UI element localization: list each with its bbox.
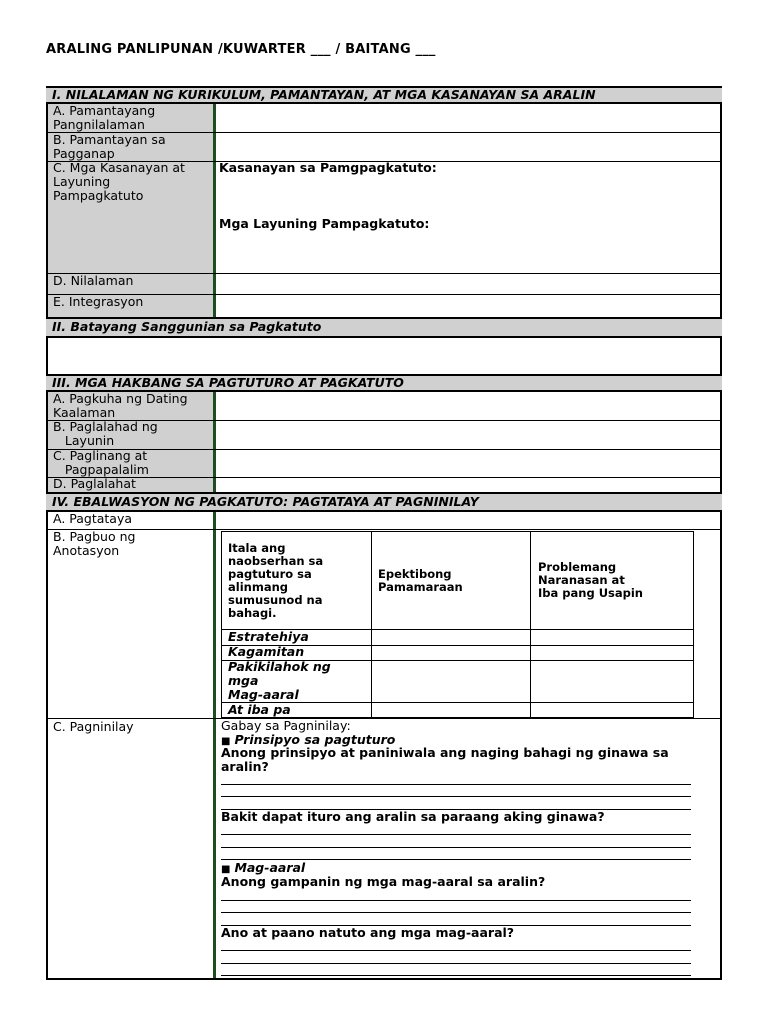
- square-bullet-icon: ■: [221, 736, 231, 747]
- row-pamantayang-pangnilalaman: A. Pamantayang Pangnilalaman: [53, 103, 156, 132]
- section-4-title: IV. EBALWASYON NG PAGKATUTO: PAGTATAYA AT PAGNINILAY: [46, 492, 722, 512]
- row-paglalahad-ng-layunin: B. Paglalahad ng Layunin: [53, 419, 158, 448]
- table-row-pakikilahok: Pakikilahok ng mga Mag-aaral: [228, 659, 331, 702]
- row-integrasyon: E. Integrasyon: [53, 294, 144, 309]
- row-pamantayan-sa-pagganap: B. Pamantayan sa Pagganap: [53, 132, 166, 161]
- bullet-prinsipyo-label: Prinsipyo sa pagtuturo: [234, 732, 396, 747]
- question-bakit: Bakit dapat ituro ang aralin sa paraang aking ginawa?: [221, 809, 605, 824]
- table-header-epektibong: Epektibong Pamamaraan: [378, 567, 463, 594]
- square-bullet-icon: ■: [221, 864, 231, 875]
- question-gampanin: Anong gampanin ng mga mag-aaral sa aralin?: [221, 874, 546, 889]
- integrasyon-field[interactable]: [216, 295, 720, 316]
- table-header-itala: Itala ang naobserhan sa pagtuturo sa alinmang sumusunod na bahagi.: [228, 541, 324, 620]
- kasanayan-field[interactable]: [216, 176, 720, 273]
- section-2-title: II. Batayang Sanggunian sa Pagkatuto: [46, 317, 722, 338]
- row-pagninilay: C. Pagninilay: [53, 719, 134, 734]
- row-paglalahat: D. Paglalahat: [53, 476, 136, 491]
- bullet-mag-aaral-label: Mag-aaral: [234, 860, 306, 875]
- table-row-at-iba-pa: At iba pa: [228, 702, 291, 717]
- batayang-sanggunian-field[interactable]: [48, 338, 720, 375]
- row-pagbuo-ng-anotasyon: B. Pagbuo ng Anotasyon: [53, 529, 136, 558]
- nilalaman-field[interactable]: [216, 274, 720, 294]
- document-header: ARALING PANLIPUNAN /KUWARTER ___ / BAITANG ___: [46, 42, 436, 57]
- row-nilalaman: D. Nilalaman: [53, 273, 134, 288]
- layunin-label: Mga Layuning Pampagkatuto:: [219, 216, 430, 231]
- section-4-divider: [213, 512, 216, 978]
- kasanayan-label: Kasanayan sa Pamgpagkatuto:: [219, 160, 437, 175]
- table-row-kagamitan: Kagamitan: [228, 644, 305, 659]
- question-paano-natuto: Ano at paano natuto ang mga mag-aaral?: [221, 925, 515, 940]
- section-3-title: III. MGA HAKBANG SA PAGTUTURO AT PAGKATUTO: [46, 374, 722, 392]
- section-1-title: I. NILALAMAN NG KURIKULUM, PAMANTAYAN, AT MGA KASANAYAN SA ARALIN: [46, 86, 722, 104]
- paglalahat-field[interactable]: [216, 478, 720, 492]
- table-header-problemang: Problemang Naranasan at Iba pang Usapin: [538, 560, 643, 600]
- paglinang-field[interactable]: [216, 450, 720, 477]
- pamantayan-sa-pagganap-field[interactable]: [216, 133, 720, 161]
- question-prinsipyo: Anong prinsipyo at paniniwala ang naging bahagi ng ginawa sa aralin?: [221, 745, 669, 774]
- row-pagtataya: A. Pagtataya: [53, 511, 133, 526]
- table-row-estratehiya: Estratehiya: [228, 629, 309, 644]
- pamantayang-pangnilalaman-field[interactable]: [216, 104, 720, 132]
- gabay-label: Gabay sa Pagninilay:: [221, 718, 351, 733]
- row-pagkuha-ng-dating-kaalaman: A. Pagkuha ng Dating Kaalaman: [53, 391, 188, 420]
- row-mga-kasanayan: C. Mga Kasanayan at Layuning Pampagkatuto: [53, 160, 185, 203]
- pagtataya-field[interactable]: [216, 512, 720, 529]
- row-paglinang: C. Paglinang at Pagpapalalim: [53, 448, 149, 477]
- dating-kaalaman-field[interactable]: [216, 392, 720, 420]
- paglalahad-field[interactable]: [216, 421, 720, 449]
